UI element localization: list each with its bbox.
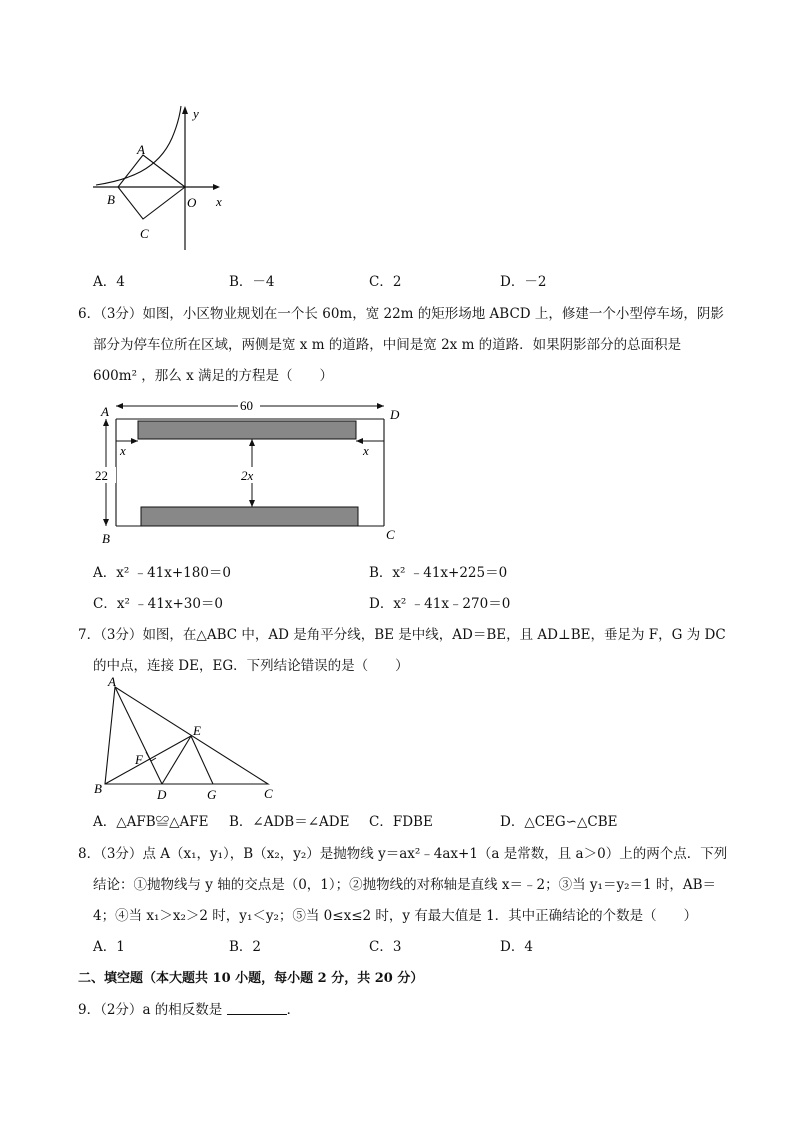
label-A: A [108,674,116,689]
square-side [143,155,185,187]
label-x-right: x [363,443,369,458]
q6-option-d[interactable]: D．x² ﹣41x﹣270＝0 [369,596,511,612]
triangle-abc [105,687,268,784]
label-D: D [390,407,400,422]
q7-option-a[interactable]: A．△AFB≌△AFE [93,814,209,830]
mid-arrow-bottom [249,500,255,507]
q7-stem-line2: 的中点，连接 DE，EG．下列结论错误的是（ ） [93,658,409,674]
q9-answer-blank[interactable] [227,1002,287,1015]
q6-option-a[interactable]: A．x² ﹣41x+180＝0 [93,565,232,581]
x-left-arrow [131,438,138,444]
q7-stem-line1 [78,623,726,643]
q8-option-b[interactable]: B．2 [229,939,262,955]
label-C: C [264,786,273,801]
dim-60-arrow-left [116,403,123,409]
label-E: E [193,723,201,738]
q8-score: （3分） [100,846,143,862]
q7-option-c[interactable]: C．FDBE [369,814,433,830]
parking-bottom [141,507,358,526]
label-A: A [101,404,109,419]
q8-number: 8． [78,846,101,862]
label-x-left: x [120,443,126,458]
q8-stem-line2: 结论：①抛物线与 y 轴的交点是（0，1）；②抛物线的对称轴是直线 x＝﹣2；③当 y₁＝y₂＝1 时，AB＝ [93,877,717,893]
label-y: y [193,106,199,121]
label-C: C [386,527,395,542]
label-2x: 2x [241,468,254,483]
q8-stem-line3: 4；④当 x₁＞x₂＞2 时，y₁＜y₂；⑤当 0≤x≤2 时，y 有最大值是 1．其中正确结论的个数是（ ） [93,908,698,924]
label-F: F [135,752,143,767]
x-right-arrow [356,438,363,444]
label-C: C [140,226,149,241]
q9-number: 9． [78,1002,101,1018]
q7-number: 7． [78,627,101,643]
q6-stem-line2: 部分为停车位所在区域，两侧是宽 x m 的道路，中间是宽 2x m 的道路．如果阴影部分的总面积是 [93,337,682,353]
q7-figure [88,672,288,802]
segment-be [105,736,191,784]
label-22: 22 [95,468,108,483]
label-60: 60 [240,398,253,413]
q7-option-d[interactable]: D．△CEG∽△CBE [500,814,618,830]
mid-arrow-top [249,439,255,446]
q6-stem-line3: 600m² ，那么 x 满足的方程是（ ） [93,368,333,384]
label-O: O [187,195,197,210]
dim-22-arrow-bottom [103,519,109,526]
label-G: G [207,787,217,802]
label-A: A [137,142,145,157]
q9-score: （2分） [100,1002,143,1018]
q9-stem [78,998,300,1018]
parking-top [138,421,356,439]
q7-text-line1: 如图，在△ABC 中，AD 是角平分线，BE 是中线，AD＝BE，且 AD⊥BE，垂足为 F，G 为 DC [142,627,726,643]
q6-option-c[interactable]: C．x² ﹣41x+30＝0 [93,596,224,612]
q8-option-d[interactable]: D．4 [500,939,533,955]
q6-figure [90,395,410,550]
y-axis-arrow [182,106,188,114]
q8-option-a[interactable]: A．1 [93,939,125,955]
q5-figure [88,100,238,260]
q5-option-c[interactable]: C．2 [369,274,402,290]
q9-text: a 的相反数是 [142,1002,223,1018]
label-B: B [94,781,102,796]
q6-stem-line1 [78,302,724,322]
label-B: B [102,531,110,546]
q5-option-b[interactable]: B．－4 [229,274,275,290]
q7-option-b[interactable]: B．∠ADB＝∠ADE [229,814,350,830]
q9-end: ． [286,1002,301,1018]
label-x: x [216,194,222,209]
q6-text-line1: 如图，小区物业规划在一个长 60m，宽 22m 的矩形场地 ABCD 上，修建一个小型停车场，阴影 [142,306,724,322]
dim-60-arrow-right [377,403,384,409]
q8-text-line1: 点 A（x₁，y₁），B（x₂，y₂）是抛物线 y＝ax²﹣4ax+1（a 是常数，且 a＞0）上的两个点．下列 [142,846,728,862]
q6-option-b[interactable]: B．x² ﹣41x+225＝0 [369,565,508,581]
q5-option-d[interactable]: D．－2 [500,274,547,290]
segment-de [162,736,191,784]
label-D: D [157,787,167,802]
q6-score: （3分） [100,306,143,322]
x-axis-arrow [213,184,220,190]
q7-score: （3分） [100,627,143,643]
q5-option-a[interactable]: A．4 [93,274,125,290]
label-B: B [107,192,115,207]
segment-eg [191,736,213,784]
q8-option-c[interactable]: C．3 [369,939,402,955]
q8-stem-line1 [78,842,727,862]
section-2-title: 二、填空题（本大题共 10 小题，每小题 2 分，共 20 分） [78,971,424,986]
dim-22-arrow-top [103,419,109,426]
q6-number: 6． [78,306,101,322]
